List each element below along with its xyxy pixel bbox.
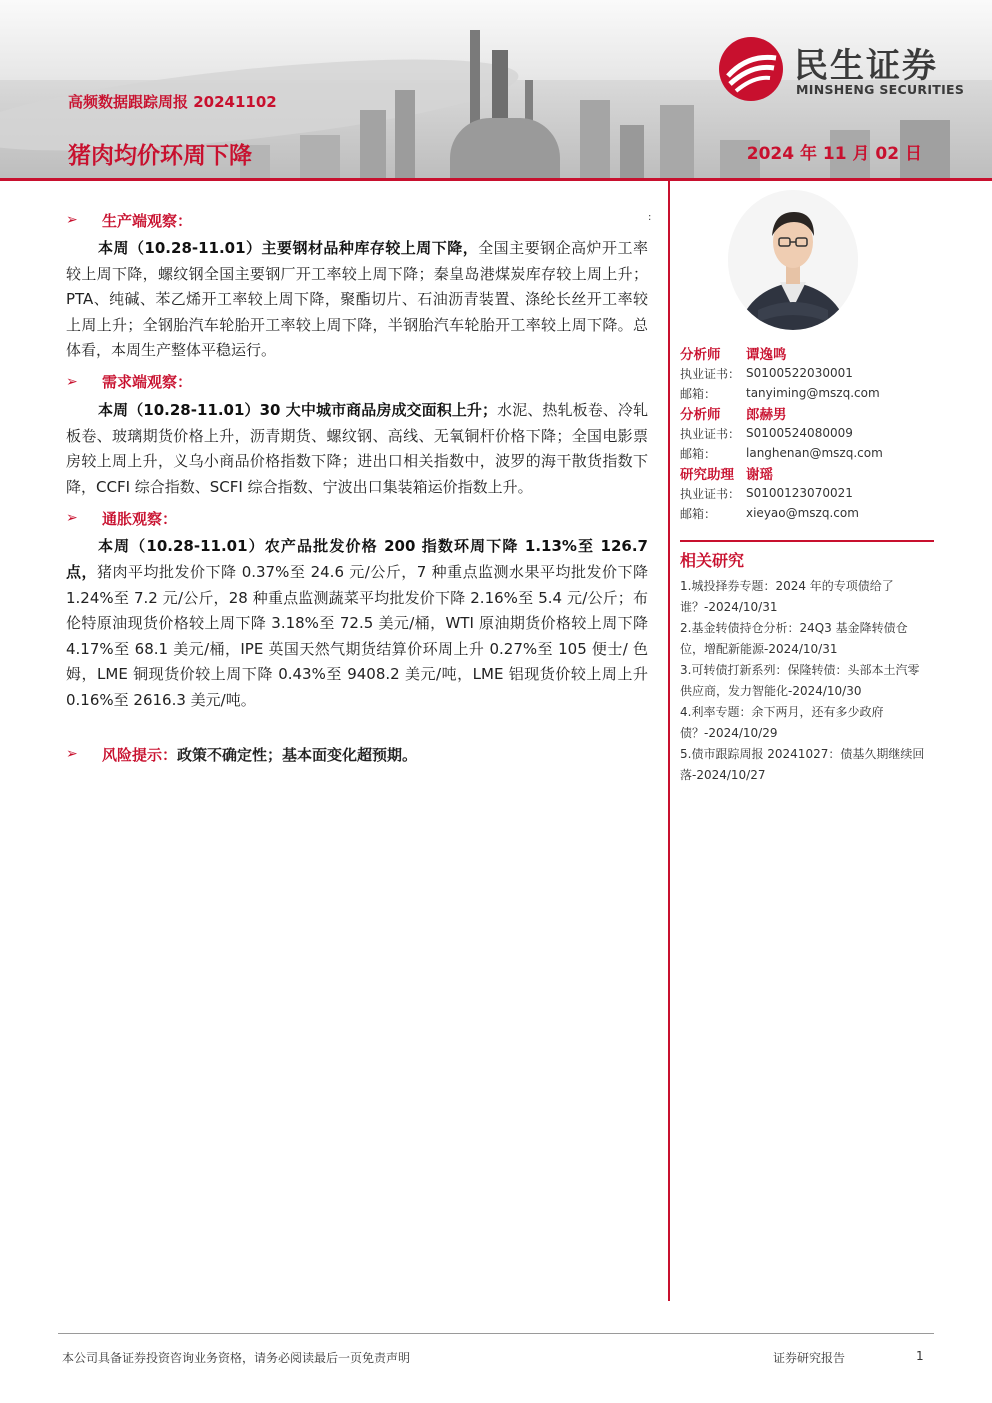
section-title: 生产端观察： (102, 211, 193, 230)
footer-divider (58, 1333, 934, 1334)
paragraph-body: 猪肉平均批发价下降 0.37%至 24.6 元/公斤，7 种重点监测水果平均批发价下降 1.24%至 7.2 元/公斤，28 种重点监测蔬菜平均批发价下降 2.16%至 5.4 元/公斤；布伦特原油现货价格较上周下降 3.18%至 72.5 美元/桶，WTI 原油期货价格较上周下降 4.17%至 68.1 美元/桶，IPE 英国天然气期货结算价环周上升 0.27%至 105 便士/ 色姆，LME 铜现货价较上周下降 0.43%至 9408.2 美元/吨，LME 铝现货价较上周上升 0.16%至 2616.3 美元/吨。 (66, 562, 648, 709)
sidebar-divider (680, 540, 934, 542)
logo-text-en: MINSHENG SECURITIES (796, 82, 965, 97)
related-research-link[interactable]: 5.债市跟踪周报 20241027：债基久期继续回落-2024/10/27 (680, 747, 925, 782)
analyst-role-row (680, 343, 934, 363)
analyst-role: 研究助理 (680, 467, 734, 483)
banner-divider (0, 178, 992, 181)
report-date: 2024 年 11 月 02 日 (746, 144, 922, 164)
related-research-link[interactable]: 4.利率专题：余下两月，还有多少政府债？-2024/10/29 (680, 705, 884, 740)
analyst-email-link[interactable]: xieyao@mszq.com (746, 506, 859, 520)
logo-mark-icon (718, 36, 784, 102)
risk-text: 政策不确定性；基本面变化超预期。 (177, 745, 418, 764)
analyst-email-row (680, 383, 934, 403)
section-title: 通胀观察： (102, 509, 178, 528)
arrow-icon: ➢ (66, 746, 78, 762)
arrow-icon: ➢ (66, 510, 78, 527)
related-research-link[interactable]: 1.城投择券专题：2024 年的专项债给了谁？-2024/10/31 (680, 579, 894, 614)
cert-number: S0100524080009 (746, 426, 853, 440)
analyst-role-row (680, 403, 934, 423)
cert-label: 执业证书： (680, 366, 741, 381)
analyst-name: 谢瑶 (746, 467, 773, 483)
analyst-email-link[interactable]: langhenan@mszq.com (746, 446, 883, 460)
section-paragraph (66, 236, 648, 364)
banner-building (620, 125, 644, 180)
page-number: 1 (916, 1349, 924, 1363)
risk-title: 风险提示： (102, 745, 178, 764)
company-logo (718, 36, 968, 106)
analyst-portrait-icon (728, 190, 858, 330)
paragraph-lead: 本周（10.28-11.01）30 大中城市商品房成交面积上升； (98, 400, 498, 419)
banner-building (580, 100, 610, 180)
paragraph-body: 全国主要钢企高炉开工率较上周下降，螺纹钢全国主要钢厂开工率较上周下降；秦皇岛港煤炭库存较上周上升；PTA、纯碱、苯乙烯开工率较上周下降，聚酯切片、石油沥青装置、涤纶长丝开工率较上周上升；全钢胎汽车轮胎开工率较上周下降，半钢胎汽车轮胎开工率较上周下降。总体看，本周生产整体平稳运行。 (66, 239, 648, 360)
email-label: 邮箱： (680, 446, 717, 461)
related-research-link[interactable]: 2.基金转债持仓分析：24Q3 基金降转债仓位，增配新能源-2024/10/31 (680, 621, 908, 656)
main-content (66, 206, 648, 765)
logo-text-cn: 民生证券 (794, 46, 938, 86)
analyst-name: 谭逸鸣 (746, 347, 787, 363)
margin-mark: : (648, 212, 652, 223)
analyst-email-row (680, 503, 934, 523)
section-paragraph (66, 534, 648, 713)
email-label: 邮箱： (680, 386, 717, 401)
banner-building (360, 110, 386, 180)
analyst-photo (728, 190, 858, 330)
paragraph-lead: 本周（10.28-11.01）主要钢材品种库存较上周下降， (98, 239, 479, 257)
analyst-list (680, 343, 934, 523)
cert-number: S0100522030001 (746, 366, 853, 380)
footer-doc-type: 证券研究报告 (773, 1351, 846, 1365)
column-divider (668, 181, 670, 1301)
section-heading (66, 206, 648, 234)
analyst-cert-row (680, 363, 934, 383)
analyst-role-row (680, 463, 934, 483)
paragraph-lead: 本周（10.28-11.01）农产品批发价格 200 指数环周下降 1.13%至 126.7 点， (66, 537, 648, 581)
analyst-email-link[interactable]: tanyiming@mszq.com (746, 386, 880, 400)
banner-building (300, 135, 340, 180)
banner-building (395, 90, 415, 180)
section-heading (66, 368, 648, 396)
arrow-icon: ➢ (66, 212, 78, 228)
cert-label: 执业证书： (680, 486, 741, 501)
report-title: 猪肉均价环周下降 (68, 143, 252, 169)
arrow-icon: ➢ (66, 373, 78, 390)
related-research-link[interactable]: 3.可转债打新系列：保隆转债：头部本土汽零供应商，发力智能化-2024/10/30 (680, 663, 920, 698)
analyst-role: 分析师 (680, 347, 721, 363)
paragraph-body: 水泥、热轧板卷、冷轧板卷、玻璃期货价格上升，沥青期货、螺纹钢、高线、无氧铜杆价格下降；全国电影票房较上周上升，义乌小商品价格指数下降；进出口相关指数中，波罗的海干散货指数下降，CCFI 综合指数、SCFI 综合指数、宁波出口集装箱运价指数上升。 (66, 400, 648, 496)
analyst-cert-row (680, 483, 934, 503)
analyst-role: 分析师 (680, 407, 721, 423)
cert-number: S0100123070021 (746, 486, 853, 500)
section-heading (66, 504, 648, 532)
email-label: 邮箱： (680, 506, 717, 521)
banner-building (660, 105, 694, 180)
analyst-cert-row (680, 423, 934, 443)
report-series: 高频数据跟踪周报 20241102 (68, 93, 277, 111)
related-research-title: 相关研究 (680, 551, 745, 570)
risk-notice (66, 744, 648, 765)
analyst-name: 郎赫男 (746, 407, 787, 423)
footer-disclaimer: 本公司具备证券投资咨询业务资格，请务必阅读最后一页免责声明 (62, 1351, 411, 1365)
section-title: 需求端观察： (102, 373, 193, 392)
analyst-email-row (680, 443, 934, 463)
cert-label: 执业证书： (680, 426, 741, 441)
banner-tower (450, 118, 560, 180)
section-paragraph (66, 398, 648, 500)
related-research-list (680, 576, 930, 786)
